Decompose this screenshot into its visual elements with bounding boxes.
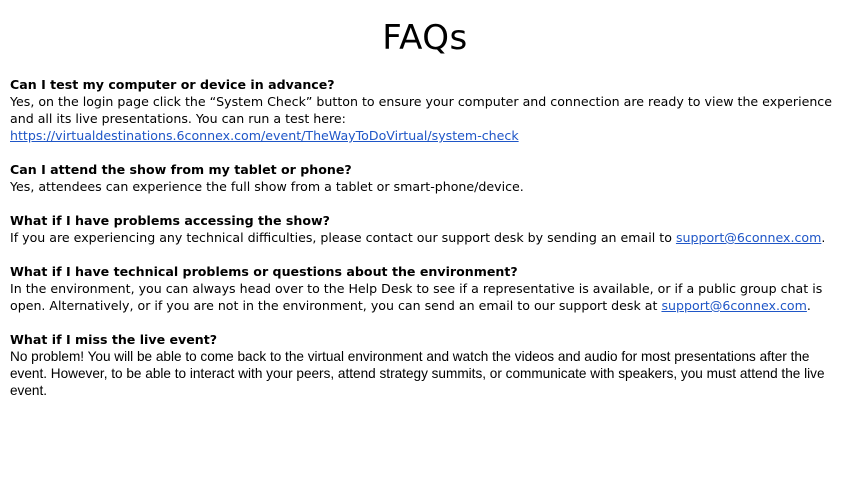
faq-item bbox=[10, 263, 840, 314]
faq-list bbox=[10, 76, 840, 399]
faq-item bbox=[10, 76, 840, 144]
faq-question: What if I have problems accessing the show? bbox=[10, 213, 330, 228]
page-title: FAQs bbox=[382, 18, 468, 58]
faq-answer-suffix: . bbox=[806, 298, 811, 313]
faq-item bbox=[10, 212, 840, 246]
support-email-link[interactable]: support@6connex.com bbox=[661, 298, 807, 313]
faq-answer: No problem! You will be able to come back to the virtual environment and watch the videos and audio for most presentations after the event. However, to be able to interact with your peers, attend strategy summits, or communicate with speakers, you must attend the live event. bbox=[10, 349, 825, 398]
faq-answer-suffix: . bbox=[821, 230, 826, 245]
faq-answer bbox=[10, 93, 840, 144]
faq-answer bbox=[10, 280, 840, 314]
faq-question: What if I miss the live event? bbox=[10, 332, 218, 347]
faq-answer bbox=[10, 229, 840, 246]
faq-answer: Yes, attendees can experience the full show from a tablet or smart-phone/device. bbox=[10, 179, 524, 194]
faq-item bbox=[10, 331, 840, 399]
faq-answer-text: In the environment, you can always head over to the Help Desk to see if a representative is available, or if a public group chat is open. Alternatively, or if you are not in the environment, you can send an email to our support desk at bbox=[10, 281, 823, 313]
faq-answer-text: If you are experiencing any technical difficulties, please contact our support desk by sending an email to bbox=[10, 230, 672, 245]
faq-question: Can I attend the show from my tablet or phone? bbox=[10, 162, 352, 177]
system-check-link[interactable]: https://virtualdestinations.6connex.com/event/TheWayToDoVirtual/system-check bbox=[10, 128, 519, 143]
faq-answer-text: Yes, on the login page click the “System Check” button to ensure your computer and connection are ready to view the experience and all its live presentations. You can run a test here: bbox=[10, 94, 832, 126]
support-email-link[interactable]: support@6connex.com bbox=[675, 230, 822, 245]
faq-item bbox=[10, 161, 840, 195]
faq-question: What if I have technical problems or questions about the environment? bbox=[10, 264, 518, 279]
faq-question: Can I test my computer or device in advance? bbox=[10, 77, 335, 92]
